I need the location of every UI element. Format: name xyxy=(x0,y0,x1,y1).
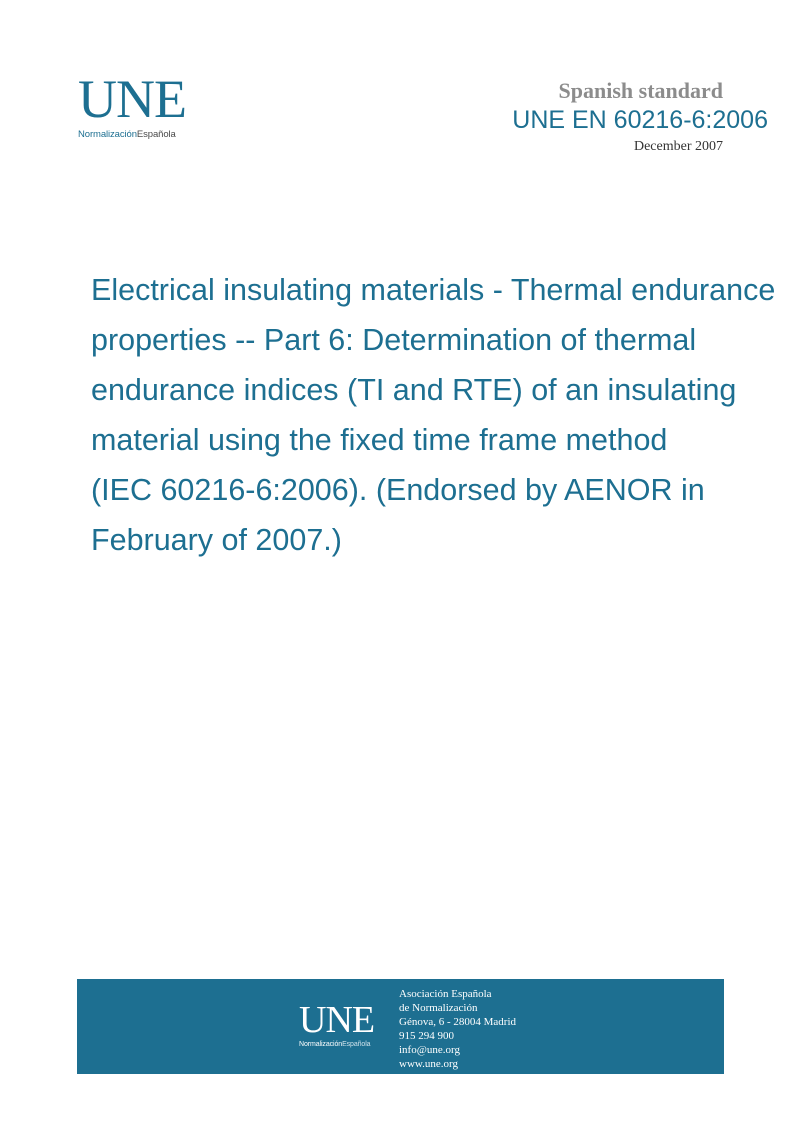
contact-line-email[interactable]: info@une.org xyxy=(399,1044,460,1056)
logo-sub-first: Normalización xyxy=(78,129,137,140)
une-logo xyxy=(78,69,218,144)
contact-line-address: Génova, 6 - 28004 Madrid xyxy=(399,1016,517,1028)
publication-date: December 2007 xyxy=(633,139,723,154)
contact-info xyxy=(399,987,516,1071)
logo-sub-second: Española xyxy=(136,129,176,140)
logo-mark: UNE xyxy=(78,69,186,129)
standard-code: UNE EN 60216-6:2006 xyxy=(512,106,768,134)
document-title: Electrical insulating materials - Thermal endurance properties -- Part 6: Determination of thermal endurance indices (TI and RTE) of an insulating material using the fixed time frame method (IEC 60216-6:2006). (Endorsed by AENOR in February of 2007.) xyxy=(91,273,776,557)
document-header xyxy=(512,78,768,158)
contact-line-organization-2: de Normalización xyxy=(399,1002,478,1014)
footer-banner xyxy=(77,979,724,1074)
footer-logo-subtitle xyxy=(299,1041,389,1048)
standard-kind: Spanish standard xyxy=(558,78,723,103)
contact-line-organization: Asociación Española xyxy=(399,988,492,1000)
logo-subtitle xyxy=(78,129,218,140)
contact-line-phone: 915 294 900 xyxy=(399,1030,454,1042)
footer-logo xyxy=(299,999,389,1048)
footer-logo-mark: UNE xyxy=(299,999,375,1041)
contact-line-website[interactable]: www.une.org xyxy=(399,1058,458,1070)
footer-logo-sub-second: Española xyxy=(342,1041,371,1048)
footer-logo-sub-first: Normalización xyxy=(299,1041,343,1048)
